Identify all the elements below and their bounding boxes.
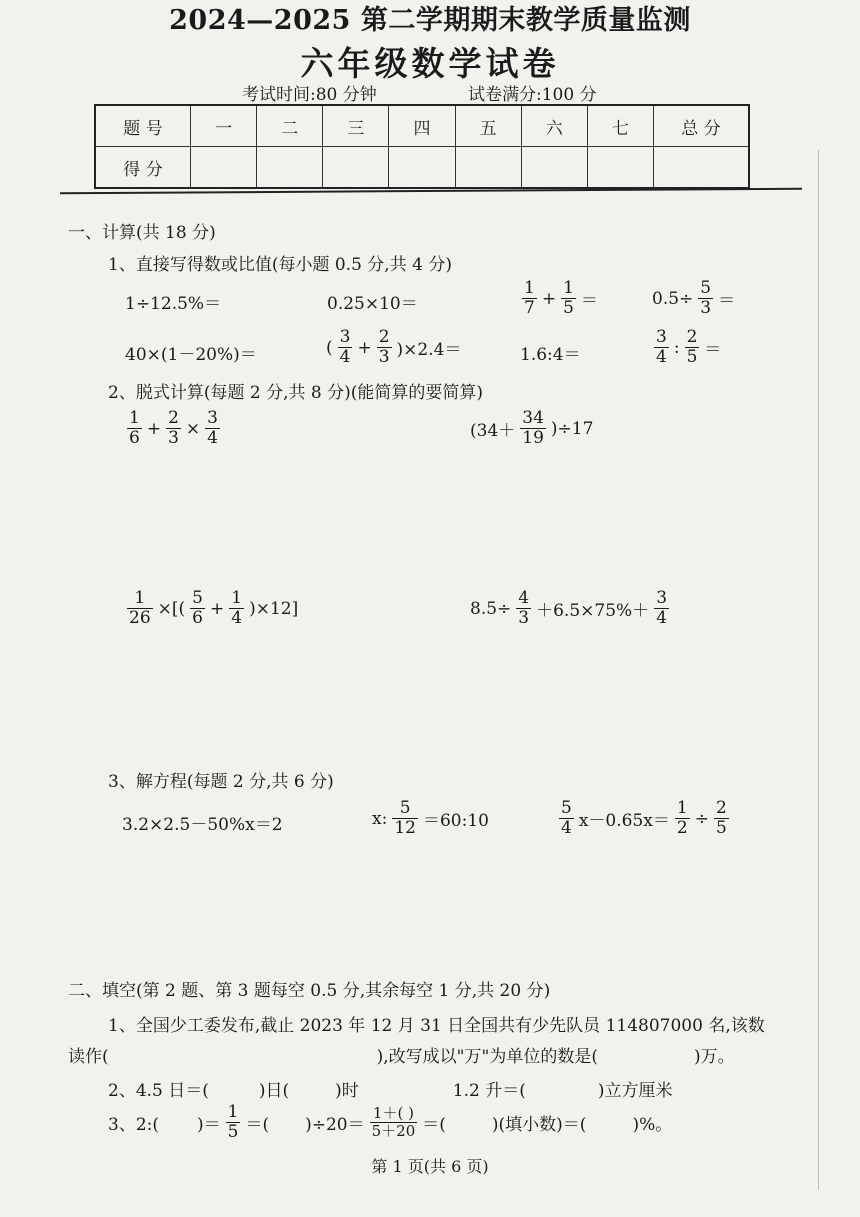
score-cell[interactable] [521, 147, 587, 189]
question-3-3: $\frac{5}{4}$ x－0.65x＝ $\frac{1}{2}$ ÷ $\frac{2}{5}$ [561, 798, 727, 838]
question-1-5: 40×(1－20%)＝ [125, 345, 257, 365]
score-table-header-cell: 四 [389, 105, 455, 147]
question-2-4: 8.5÷ $\frac{4}{3}$ ＋6.5×75%＋ $\frac{3}{4}$ [470, 588, 668, 628]
fill-question-1-line-2: 读作( ),改写成以"万"为单位的数是( )万。 [68, 1047, 735, 1067]
exam-time: 考试时间:80 分钟 [242, 85, 377, 105]
question-1-6: ( $\frac{3}{4}$ + $\frac{2}{3}$ )×2.4＝ [326, 327, 462, 367]
question-2-2: (34＋ $\frac{34}{19}$ )÷17 [470, 408, 594, 448]
score-table-header-cell: 五 [455, 105, 521, 147]
question-1-2: 0.25×10＝ [327, 294, 418, 314]
fill-question-2: 2、4.5 日＝( )日( )时 1.2 升＝( )立方厘米 [108, 1081, 673, 1101]
section-2-title: 二、填空(第 2 题、第 3 题每空 0.5 分,其余每空 1 分,共 20 分) [68, 981, 551, 1001]
question-1-3: $\frac{1}{7}$ + $\frac{1}{5}$ ＝ [524, 278, 598, 318]
score-table-header-cell: 题 号 [95, 105, 191, 147]
section-1-sub-1: 1、直接写得数或比值(每小题 0.5 分,共 4 分) [108, 255, 452, 275]
score-table-header-cell: 三 [323, 105, 389, 147]
score-cell[interactable] [191, 147, 257, 189]
score-table-header-cell: 七 [587, 105, 653, 147]
score-table-header-cell: 二 [257, 105, 323, 147]
score-cell[interactable] [455, 147, 521, 189]
full-score: 试卷满分:100 分 [468, 85, 597, 105]
fill-question-3: 3、2:( )＝ $\frac{1}{5}$ ＝( )÷20＝ $\frac{1+( )}{5+20}$ ＝( )(填小数)＝( )%。 [108, 1102, 673, 1142]
question-1-7: 1.6:4＝ [520, 345, 581, 365]
score-table-row-label: 得 分 [95, 147, 191, 189]
score-cell[interactable] [257, 147, 323, 189]
question-3-1: 3.2×2.5－50%x＝2 [122, 815, 283, 835]
question-2-3: $\frac{1}{26}$ ×[( $\frac{5}{6}$ + $\frac{1}{4}$ )×12] [129, 588, 299, 628]
score-table-header-cell: 六 [521, 105, 587, 147]
question-3-2: x: $\frac{5}{12}$ ＝60:10 [372, 798, 489, 838]
section-1-sub-2: 2、脱式计算(每题 2 分,共 8 分)(能简算的要简算) [108, 383, 483, 403]
page-number: 第 1 页(共 6 页) [371, 1157, 489, 1176]
fill-question-1-line-1: 1、全国少工委发布,截止 2023 年 12 月 31 日全国共有少先队员 114807000 名,该数 [108, 1016, 765, 1036]
score-table-score-row [95, 147, 749, 189]
question-1-8: $\frac{3}{4}$ : $\frac{2}{5}$ ＝ [656, 327, 722, 367]
question-1-1: 1÷12.5%＝ [125, 294, 222, 314]
question-2-1: $\frac{1}{6}$ + $\frac{2}{3}$ × $\frac{3}{4}$ [129, 408, 218, 448]
score-table-header-cell: 总 分 [654, 105, 750, 147]
section-1-sub-3: 3、解方程(每题 2 分,共 6 分) [108, 772, 334, 792]
paper-title: 六年级数学试卷 [300, 44, 560, 83]
score-cell[interactable] [389, 147, 455, 189]
exam-title: 2024—2025 第二学期期末教学质量监测 [169, 5, 691, 36]
score-table [94, 104, 750, 189]
score-table-header-row [95, 105, 749, 147]
binding-line [818, 150, 819, 1190]
score-cell[interactable] [654, 147, 750, 189]
score-table-header-cell: 一 [191, 105, 257, 147]
score-cell[interactable] [587, 147, 653, 189]
section-1-title: 一、计算(共 18 分) [68, 223, 216, 243]
score-cell[interactable] [323, 147, 389, 189]
question-1-4: 0.5÷ $\frac{5}{3}$ ＝ [652, 278, 736, 318]
